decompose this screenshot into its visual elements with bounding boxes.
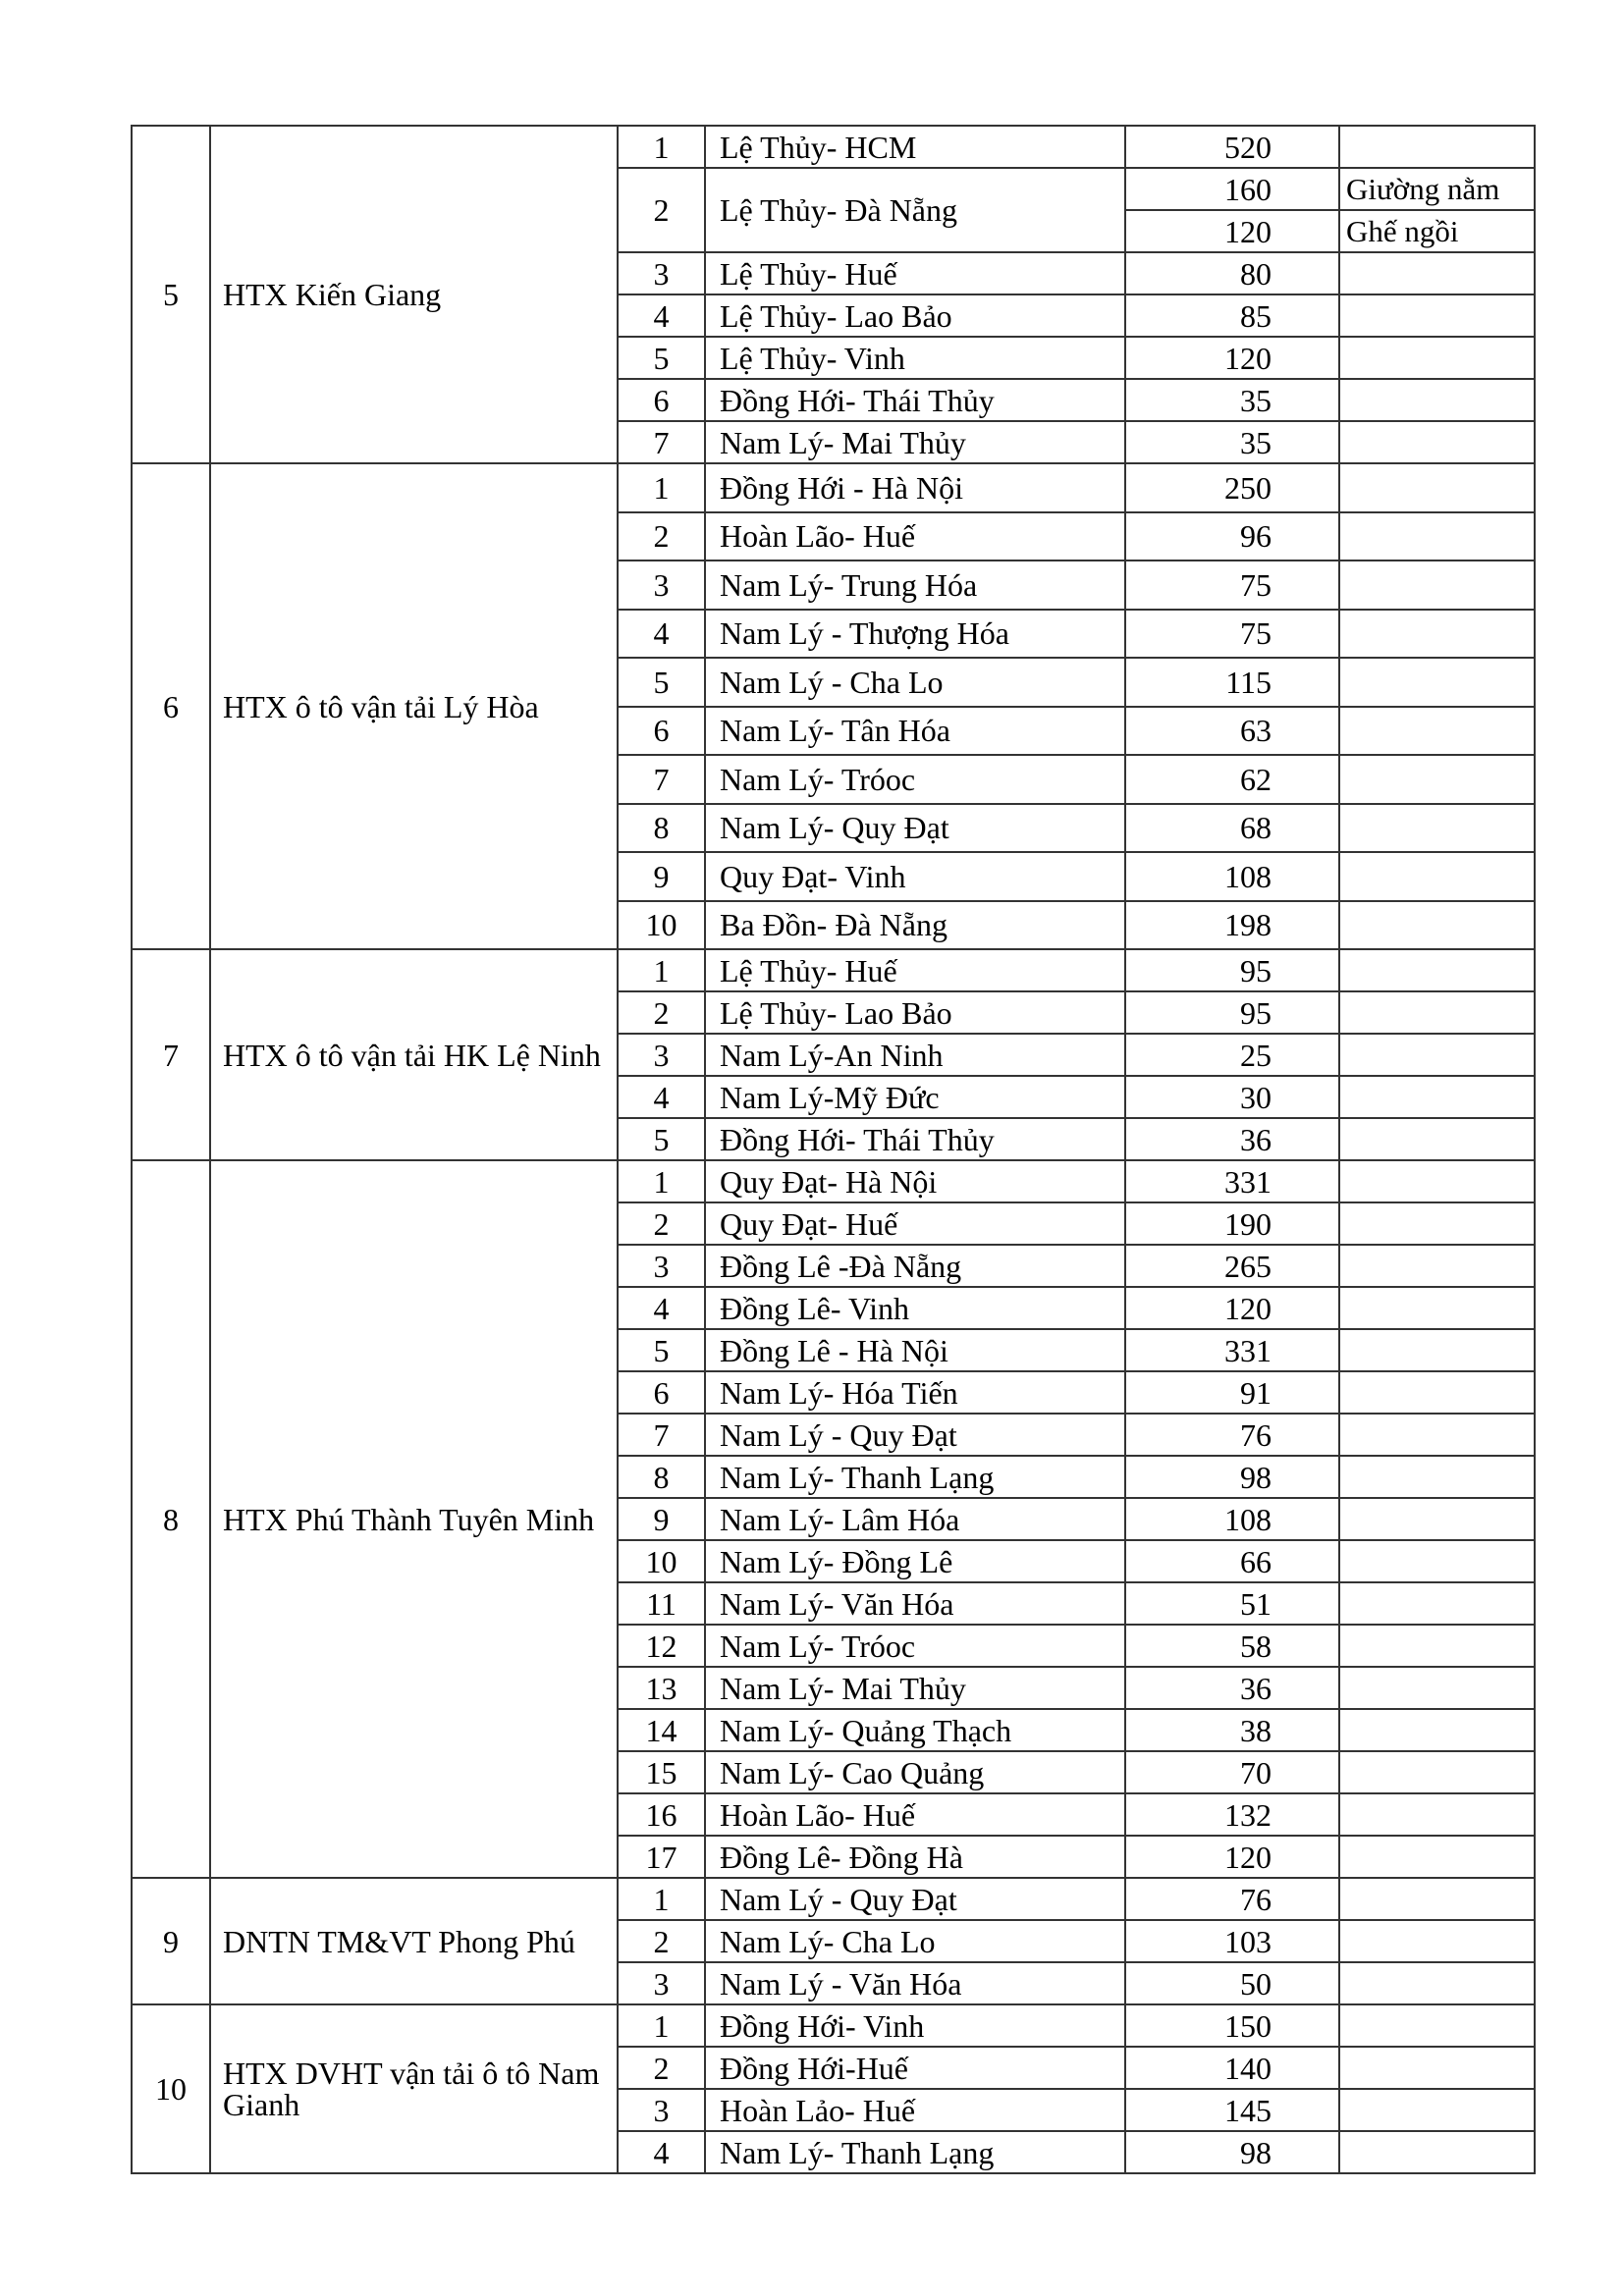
route-number: 15 — [618, 1751, 705, 1793]
route-distance: 190 — [1125, 1202, 1339, 1245]
route-distance: 66 — [1125, 1540, 1339, 1582]
route-distance: 140 — [1125, 2047, 1339, 2089]
route-distance: 150 — [1125, 2004, 1339, 2047]
route-number: 4 — [618, 610, 705, 659]
route-note — [1339, 707, 1535, 756]
route-distance: 520 — [1125, 126, 1339, 168]
route-note — [1339, 1709, 1535, 1751]
route-number: 1 — [618, 1878, 705, 1920]
route-note — [1339, 991, 1535, 1034]
route-name: Lệ Thủy- Lao Bảo — [705, 991, 1125, 1034]
route-note — [1339, 2089, 1535, 2131]
route-distance: 30 — [1125, 1076, 1339, 1118]
route-name: Nam Lý- Cao Quảng — [705, 1751, 1125, 1793]
table-row — [132, 949, 1535, 991]
route-name: Lệ Thủy- HCM — [705, 126, 1125, 168]
route-name: Nam Lý- Trung Hóa — [705, 561, 1125, 610]
route-distance: 35 — [1125, 379, 1339, 421]
routes-table — [131, 125, 1536, 2174]
route-note — [1339, 252, 1535, 294]
route-number: 1 — [618, 949, 705, 991]
route-distance: 98 — [1125, 2131, 1339, 2173]
route-distance: 95 — [1125, 991, 1339, 1034]
route-name: Quy Đạt- Vinh — [705, 852, 1125, 901]
route-distance: 145 — [1125, 2089, 1339, 2131]
route-note: Giường nằm — [1339, 168, 1535, 210]
route-number: 1 — [618, 1160, 705, 1202]
route-note — [1339, 2047, 1535, 2089]
group-number: 9 — [132, 1878, 210, 2004]
route-distance: 58 — [1125, 1625, 1339, 1667]
route-distance: 75 — [1125, 561, 1339, 610]
route-note — [1339, 1667, 1535, 1709]
route-number: 6 — [618, 707, 705, 756]
route-distance: 132 — [1125, 1793, 1339, 1836]
route-note — [1339, 1034, 1535, 1076]
route-name: Nam Lý-An Ninh — [705, 1034, 1125, 1076]
route-note — [1339, 949, 1535, 991]
route-distance: 91 — [1125, 1371, 1339, 1414]
route-note — [1339, 1245, 1535, 1287]
route-note — [1339, 1582, 1535, 1625]
route-note — [1339, 1371, 1535, 1414]
route-distance: 120 — [1125, 1287, 1339, 1329]
route-number: 17 — [618, 1836, 705, 1878]
route-name: Nam Lý- Thanh Lạng — [705, 1456, 1125, 1498]
route-name: Hoàn Lão- Huế — [705, 512, 1125, 561]
group-number: 5 — [132, 126, 210, 463]
route-distance: 160 — [1125, 168, 1339, 210]
route-distance: 108 — [1125, 1498, 1339, 1540]
route-note — [1339, 658, 1535, 707]
route-number: 4 — [618, 1076, 705, 1118]
route-name: Nam Lý-Mỹ Đức — [705, 1076, 1125, 1118]
route-number: 8 — [618, 1456, 705, 1498]
route-distance: 198 — [1125, 901, 1339, 950]
route-number: 3 — [618, 2089, 705, 2131]
table-row — [132, 463, 1535, 512]
route-note — [1339, 1160, 1535, 1202]
operator-name: HTX ô tô vận tải HK Lệ Ninh — [210, 949, 618, 1160]
route-number: 2 — [618, 2047, 705, 2089]
route-name: Nam Lý- Đồng Lê — [705, 1540, 1125, 1582]
route-name: Lệ Thủy- Đà Nẵng — [705, 168, 1125, 252]
route-note — [1339, 1498, 1535, 1540]
route-note — [1339, 512, 1535, 561]
group-number: 6 — [132, 463, 210, 949]
route-distance: 50 — [1125, 1962, 1339, 2004]
route-note: Ghế ngồi — [1339, 210, 1535, 252]
route-name: Nam Lý - Quy Đạt — [705, 1414, 1125, 1456]
route-name: Hoàn Lão- Huế — [705, 1793, 1125, 1836]
operator-name: HTX Phú Thành Tuyên Minh — [210, 1160, 618, 1878]
route-number: 2 — [618, 991, 705, 1034]
route-distance: 36 — [1125, 1118, 1339, 1160]
route-distance: 331 — [1125, 1329, 1339, 1371]
route-note — [1339, 2131, 1535, 2173]
route-note — [1339, 1202, 1535, 1245]
route-number: 12 — [618, 1625, 705, 1667]
routes-table-body — [132, 126, 1535, 2173]
route-number: 10 — [618, 1540, 705, 1582]
route-number: 2 — [618, 1920, 705, 1962]
route-distance: 103 — [1125, 1920, 1339, 1962]
route-distance: 265 — [1125, 1245, 1339, 1287]
route-number: 3 — [618, 1245, 705, 1287]
route-number: 2 — [618, 168, 705, 252]
route-distance: 76 — [1125, 1414, 1339, 1456]
route-name: Nam Lý- Lâm Hóa — [705, 1498, 1125, 1540]
route-name: Nam Lý- Quảng Thạch — [705, 1709, 1125, 1751]
route-number: 13 — [618, 1667, 705, 1709]
route-note — [1339, 610, 1535, 659]
operator-name: HTX DVHT vận tải ô tô Nam Gianh — [210, 2004, 618, 2173]
route-note — [1339, 2004, 1535, 2047]
route-number: 16 — [618, 1793, 705, 1836]
route-note — [1339, 852, 1535, 901]
route-name: Nam Lý- Mai Thủy — [705, 1667, 1125, 1709]
route-distance: 76 — [1125, 1878, 1339, 1920]
route-number: 8 — [618, 804, 705, 853]
route-note — [1339, 1878, 1535, 1920]
route-distance: 70 — [1125, 1751, 1339, 1793]
route-name: Đồng Hới- Vinh — [705, 2004, 1125, 2047]
route-number: 1 — [618, 463, 705, 512]
route-name: Đồng Lê- Vinh — [705, 1287, 1125, 1329]
route-name: Đồng Lê- Đồng Hà — [705, 1836, 1125, 1878]
route-distance: 120 — [1125, 1836, 1339, 1878]
route-number: 5 — [618, 658, 705, 707]
route-name: Đồng Hới- Thái Thủy — [705, 379, 1125, 421]
table-row — [132, 1160, 1535, 1202]
route-name: Lệ Thủy- Huế — [705, 949, 1125, 991]
route-number: 5 — [618, 1329, 705, 1371]
route-note — [1339, 337, 1535, 379]
route-name: Đồng Lê - Hà Nội — [705, 1329, 1125, 1371]
route-number: 2 — [618, 512, 705, 561]
route-distance: 36 — [1125, 1667, 1339, 1709]
route-number: 5 — [618, 337, 705, 379]
route-number: 4 — [618, 2131, 705, 2173]
route-distance: 25 — [1125, 1034, 1339, 1076]
table-row — [132, 126, 1535, 168]
route-number: 5 — [618, 1118, 705, 1160]
route-distance: 120 — [1125, 210, 1339, 252]
route-number: 3 — [618, 561, 705, 610]
route-note — [1339, 1962, 1535, 2004]
route-name: Nam Lý- Cha Lo — [705, 1920, 1125, 1962]
route-note — [1339, 294, 1535, 337]
route-number: 10 — [618, 901, 705, 950]
route-name: Quy Đạt- Huế — [705, 1202, 1125, 1245]
route-number: 1 — [618, 126, 705, 168]
route-number: 1 — [618, 2004, 705, 2047]
route-name: Đồng Hới - Hà Nội — [705, 463, 1125, 512]
route-name: Nam Lý- Thanh Lạng — [705, 2131, 1125, 2173]
route-distance: 98 — [1125, 1456, 1339, 1498]
route-distance: 62 — [1125, 755, 1339, 804]
route-note — [1339, 1287, 1535, 1329]
route-number: 3 — [618, 1962, 705, 2004]
route-number: 6 — [618, 1371, 705, 1414]
route-number: 2 — [618, 1202, 705, 1245]
route-number: 4 — [618, 1287, 705, 1329]
operator-name: HTX ô tô vận tải Lý Hòa — [210, 463, 618, 949]
operator-name: HTX Kiến Giang — [210, 126, 618, 463]
route-distance: 250 — [1125, 463, 1339, 512]
route-name: Hoàn Lảo- Huế — [705, 2089, 1125, 2131]
route-distance: 35 — [1125, 421, 1339, 463]
route-distance: 95 — [1125, 949, 1339, 991]
route-number: 7 — [618, 755, 705, 804]
route-note — [1339, 421, 1535, 463]
route-name: Nam Lý- Hóa Tiến — [705, 1371, 1125, 1414]
route-name: Lệ Thủy- Huế — [705, 252, 1125, 294]
route-number: 3 — [618, 1034, 705, 1076]
route-distance: 108 — [1125, 852, 1339, 901]
route-number: 9 — [618, 1498, 705, 1540]
group-number: 8 — [132, 1160, 210, 1878]
route-name: Lệ Thủy- Lao Bảo — [705, 294, 1125, 337]
route-distance: 85 — [1125, 294, 1339, 337]
route-distance: 75 — [1125, 610, 1339, 659]
route-number: 3 — [618, 252, 705, 294]
route-name: Đồng Lê -Đà Nẵng — [705, 1245, 1125, 1287]
route-number: 7 — [618, 1414, 705, 1456]
route-distance: 80 — [1125, 252, 1339, 294]
route-note — [1339, 1414, 1535, 1456]
route-distance: 120 — [1125, 337, 1339, 379]
route-distance: 96 — [1125, 512, 1339, 561]
route-name: Quy Đạt- Hà Nội — [705, 1160, 1125, 1202]
route-note — [1339, 1118, 1535, 1160]
operator-name: DNTN TM&VT Phong Phú — [210, 1878, 618, 2004]
route-note — [1339, 1920, 1535, 1962]
route-number: 11 — [618, 1582, 705, 1625]
route-name: Đồng Hới-Huế — [705, 2047, 1125, 2089]
route-note — [1339, 901, 1535, 950]
route-number: 4 — [618, 294, 705, 337]
route-number: 6 — [618, 379, 705, 421]
route-name: Nam Lý- Tróoc — [705, 1625, 1125, 1667]
table-row — [132, 1878, 1535, 1920]
route-note — [1339, 561, 1535, 610]
route-name: Đồng Hới- Thái Thủy — [705, 1118, 1125, 1160]
table-row — [132, 2004, 1535, 2047]
route-name: Nam Lý- Văn Hóa — [705, 1582, 1125, 1625]
route-note — [1339, 1540, 1535, 1582]
route-note — [1339, 126, 1535, 168]
route-number: 14 — [618, 1709, 705, 1751]
route-distance: 331 — [1125, 1160, 1339, 1202]
route-note — [1339, 1836, 1535, 1878]
group-number: 7 — [132, 949, 210, 1160]
route-distance: 38 — [1125, 1709, 1339, 1751]
route-distance: 63 — [1125, 707, 1339, 756]
route-note — [1339, 1076, 1535, 1118]
route-note — [1339, 1456, 1535, 1498]
route-number: 7 — [618, 421, 705, 463]
route-note — [1339, 1793, 1535, 1836]
route-name: Nam Lý - Văn Hóa — [705, 1962, 1125, 2004]
route-name: Ba Đồn- Đà Nẵng — [705, 901, 1125, 950]
route-name: Lệ Thủy- Vinh — [705, 337, 1125, 379]
route-note — [1339, 804, 1535, 853]
route-name: Nam Lý - Cha Lo — [705, 658, 1125, 707]
route-name: Nam Lý- Tróoc — [705, 755, 1125, 804]
group-number: 10 — [132, 2004, 210, 2173]
route-distance: 115 — [1125, 658, 1339, 707]
route-note — [1339, 463, 1535, 512]
route-name: Nam Lý - Quy Đạt — [705, 1878, 1125, 1920]
route-name: Nam Lý- Tân Hóa — [705, 707, 1125, 756]
route-note — [1339, 755, 1535, 804]
route-name: Nam Lý- Quy Đạt — [705, 804, 1125, 853]
route-note — [1339, 1329, 1535, 1371]
route-note — [1339, 1625, 1535, 1667]
route-name: Nam Lý - Thượng Hóa — [705, 610, 1125, 659]
route-name: Nam Lý- Mai Thủy — [705, 421, 1125, 463]
route-number: 9 — [618, 852, 705, 901]
route-note — [1339, 379, 1535, 421]
route-distance: 51 — [1125, 1582, 1339, 1625]
route-distance: 68 — [1125, 804, 1339, 853]
route-note — [1339, 1751, 1535, 1793]
